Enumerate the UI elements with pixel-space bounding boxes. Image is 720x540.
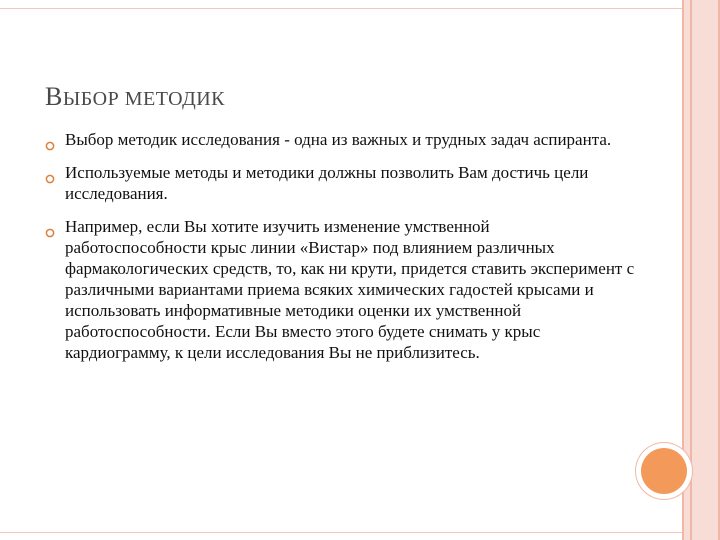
list-item bbox=[45, 216, 635, 363]
bullet-text: Выбор методик исследования - одна из важных и трудных задач аспиранта. bbox=[65, 130, 612, 149]
bottom-border-line bbox=[0, 532, 720, 533]
bullet-list bbox=[45, 129, 635, 375]
slide-title-initial: В bbox=[45, 82, 63, 111]
circle-bullet-icon bbox=[45, 135, 55, 145]
bullet-text: Например, если Вы хотите изучить изменение умственной работоспособности крыс линии «Вистар» под влиянием различных фармакологических средств, то, как ни крути, придется ставить эксперимент с различными вариантами приема всяких химических гадостей крысами и использовать информативные методики оценки их умственной работоспособности. Если Вы вместо этого будете снимать у крыс кардиограмму, к цели исследования Вы не приблизитесь. bbox=[65, 217, 635, 362]
top-border-line bbox=[0, 8, 720, 9]
bullet-text: Используемые методы и методики должны позволить Вам достичь цели исследования. bbox=[65, 163, 589, 203]
slide-title-rest: ЫБОР МЕТОДИК bbox=[62, 88, 226, 110]
list-item bbox=[45, 129, 635, 150]
decorative-circle bbox=[641, 448, 687, 494]
right-border-strip bbox=[682, 0, 720, 540]
slide-title bbox=[45, 82, 225, 112]
right-border-line bbox=[690, 0, 692, 540]
circle-bullet-icon bbox=[45, 222, 55, 232]
list-item bbox=[45, 162, 635, 204]
circle-bullet-icon bbox=[45, 168, 55, 178]
